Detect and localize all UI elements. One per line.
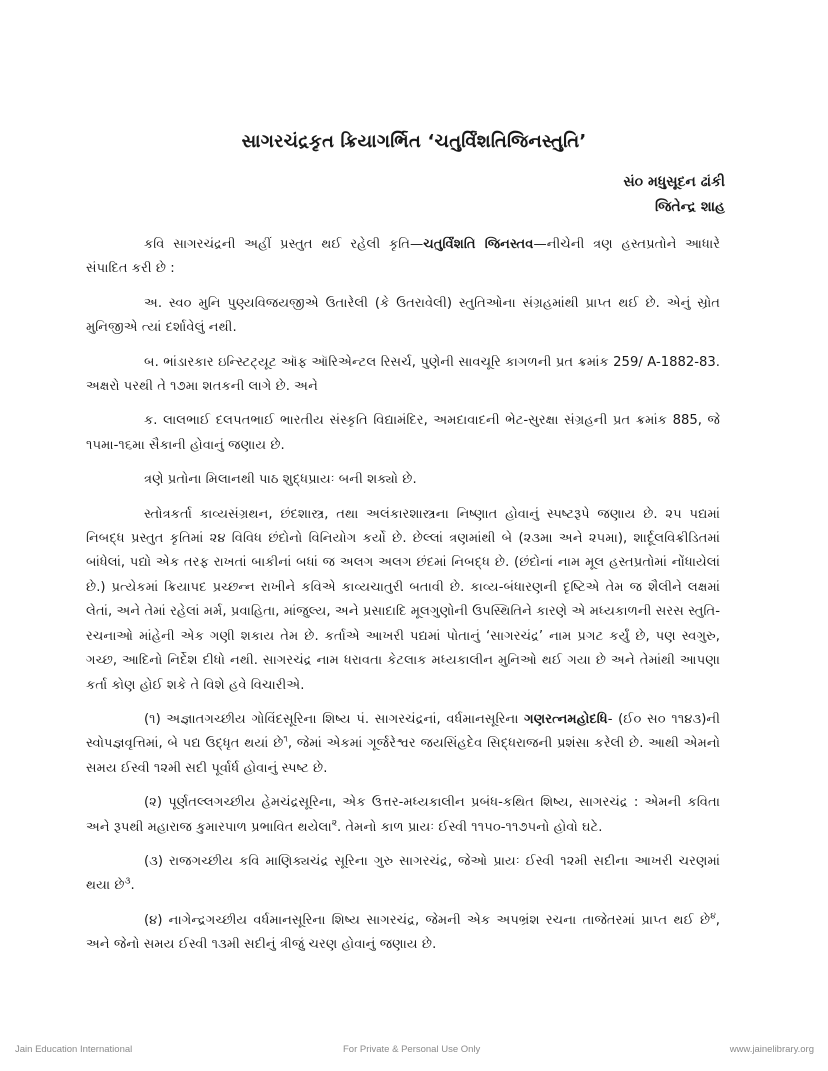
footnote-marker: ૧ [283,734,288,745]
page-title: સાગરચંદ્રકૃત ક્રિયાગર્ભિત ‘ચતુર્વિંશતિજિનસ્તુતિ’ [241,131,587,152]
text-run: (૩) રાજગચ્છીય કવિ માણિક્યચંદ્ર સૂરિના ગુરુ સાગરચંદ્ર, જેઓ પ્રાયઃ ઈસ્વી ૧૨મી સદીના આખરી ચરણમાં થયા છે [86,853,720,894]
author-name: સં૦ મધુસૂદન ઢાંકી [623,174,725,190]
candidate-3-paragraph [86,850,720,899]
work-title: ચતુર્વિંશતિ જિનસ્તવ [423,237,534,252]
text-run: કવિ સાગરચંદ્રની અહીં પ્રસ્તુત થઈ રહેલી કૃતિ— [144,237,424,252]
collation-paragraph: ત્રણે પ્રતોના મિલાનથી પાઠ શુદ્ધપ્રાયઃ બની શક્યો છે. [144,472,417,488]
candidate-2-paragraph [86,791,720,840]
cited-work: ગણરત્નમહોદધિ [524,711,608,727]
analysis-paragraph: સ્તોત્રકર્તા કાવ્યસંગ્રથન, છંદશાસ્ત્ર, તથા અલંકારશાસ્ત્રના નિષ્ણાત હોવાનું સ્પષ્ટરૂપે જણાય છે. ૨૫ પદ્યમાં નિબદ્ધ પ્રસ્તુત કૃતિમાં ૨૪ વિવિધ છંદોનો વિનિયોગ કર્યો છે. છેલ્લાં ત્રણમાંથી બે (૨૩મા અને ૨૫મા), શાર્દૂલવિક્રીડિતમાં બાંધેલાં, પદ્યો એક તરફ રાખતાં બાકીનાં બધાં જ અલગ અલગ છંદમાં નિબદ્ધ છે. (છંદોનાં નામ મૂલ હસ્તપ્રતોમાં નોંધાયેલાં છે.) પ્રત્યેકમાં ક્રિયાપદ પ્રચ્છન્ન રાખીને કવિએ કાવ્યચાતુરી બતાવી છે. કાવ્ય-બંધારણની દૃષ્ટિએ તેમ જ શૈલીને લક્ષમાં લેતાં, અને તેમાં રહેલાં મર્મ, પ્રવાહિતા, માંજુલ્ય, અને પ્રસાદાદિ મૂલગુણોની ઉપસ્થિતિને કારણે એ મધ્યકાળની સરસ સ્તુતિ-રચનાઓ માંહેની એક ગણી શકાય તેમ છે. કર્તાએ આખરી પદ્યમાં પોતાનું ‘સાગરચંદ્ર’ નામ પ્રગટ કર્યું છે, પણ સ્વગુરુ, ગચ્છ, આદિનો નિર્દેશ દીધો નથી. સાગરચંદ્ર નામ ધરાવતા કેટલાક મધ્યકાલીન મુનિઓ થઈ ગયા છે અને તેમાંથી આપણા કર્તા કોણ હોઈ શકે તે વિશે હવે વિચારીએ. [86,506,720,693]
candidate-1-paragraph [86,708,720,781]
text-run: - (ઈ૦ સ૦ ૧૧૪૩)ની સ્વોપજ્ઞવૃત્તિમાં, બે પદ્ય ઉદ્ધૃત થયાં છે [86,711,721,752]
text-run: —નીચેની ત્રણ હસ્તપ્રતોને આધારે સંપાદિત કરી છે : [86,237,721,277]
article-body [86,233,720,968]
text-run: . તેમનો કાળ પ્રાયઃ ઈસ્વી ૧૧૫૦-૧૧૭૫નો હોવો ઘટે. [337,819,603,835]
footnote-marker: ૨ [331,818,338,829]
page-footer [0,1044,828,1060]
candidate-4-paragraph [86,909,720,958]
footnote-marker: ૪ [710,911,716,922]
author-block [623,170,725,220]
text-run: (૧) અજ્ઞાતગચ્છીય ગોવિંદસૂરિના શિષ્ય પં. સાગરચંદ્રનાં, વર્ધમાનસૂરિના [144,711,525,727]
text-run: . [130,878,135,894]
manuscript-b-paragraph: બ. ભાંડારકાર ઇન્સ્ટિટ્યૂટ ઑફ ઑરિએન્ટલ રિસર્ચ, પુણેની સાવચૂરિ કાગળની પ્રત ક્રમાંક 259/ A-1882-83. અક્ષરો પરથી તે ૧૭મા શતકની લાગે છે. અને [86,354,720,395]
manuscript-a-paragraph: અ. સ્વ૦ મુનિ પુણ્યવિજયજીએ ઉતારેલી (કે ઉતરાવેલી) સ્તુતિઓના સંગ્રહમાંથી પ્રાપ્ત થઈ છે. એનું સ્રોત મુનિજીએ ત્યાં દર્શાવેલું નથી. [86,295,720,336]
manuscript-c-paragraph: ક. લાલભાઈ દલપતભાઈ ભારતીય સંસ્કૃતિ વિદ્યામંદિર, અમદાવાદની ભેટ-સુરક્ષા સંગ્રહની પ્રત ક્રમાંક 885, જે ૧૫મા-૧૬મા સૈકાની હોવાનું જણાય છે. [86,413,720,453]
text-run: (૨) પૂર્ણતલ્લગચ્છીય હેમચંદ્રસૂરિના, એક ઉત્તર-મધ્યકાલીન પ્રબંધ-કથિત શિષ્ય, સાગરચંદ્ર : એમની કવિતા અને રૂપથી મહારાજ કુમારપાળ પ્રભાવિત થયેલા [86,795,720,835]
text-run: (૪) નાગેન્દ્રગચ્છીય વર્ધમાનસૂરિના શિષ્ય સાગરચંદ્ર, જેમની એક અપભ્રંશ રચના તાજેતરમાં પ્રાપ્ત થઈ છે [144,912,711,928]
footer-website-link[interactable]: www.jainelibrary.org [729,1044,814,1055]
footer-usage-note: For Private & Personal Use Only [343,1044,481,1055]
text-run: , અને જેનો સમય ઈસ્વી ૧૩મી સદીનું ત્રીજું ચરણ હોવાનું જણાય છે. [86,912,720,953]
intro-paragraph [86,233,720,282]
footnote-marker: ૩ [124,876,131,887]
text-run: , જેમાં એકમાં ગૂર્જરેશ્વર જયસિંહદેવ સિદ્ધરાજની પ્રશંસા કરેલી છે. આથી એમનો સમય ઈસ્વી ૧૨મી સદી પૂર્વાર્ધ હોવાનું સ્પષ્ટ છે. [86,736,721,776]
author-name: જિતેન્દ્ર શાહ [654,199,725,215]
footer-publisher: Jain Education International [15,1044,133,1055]
